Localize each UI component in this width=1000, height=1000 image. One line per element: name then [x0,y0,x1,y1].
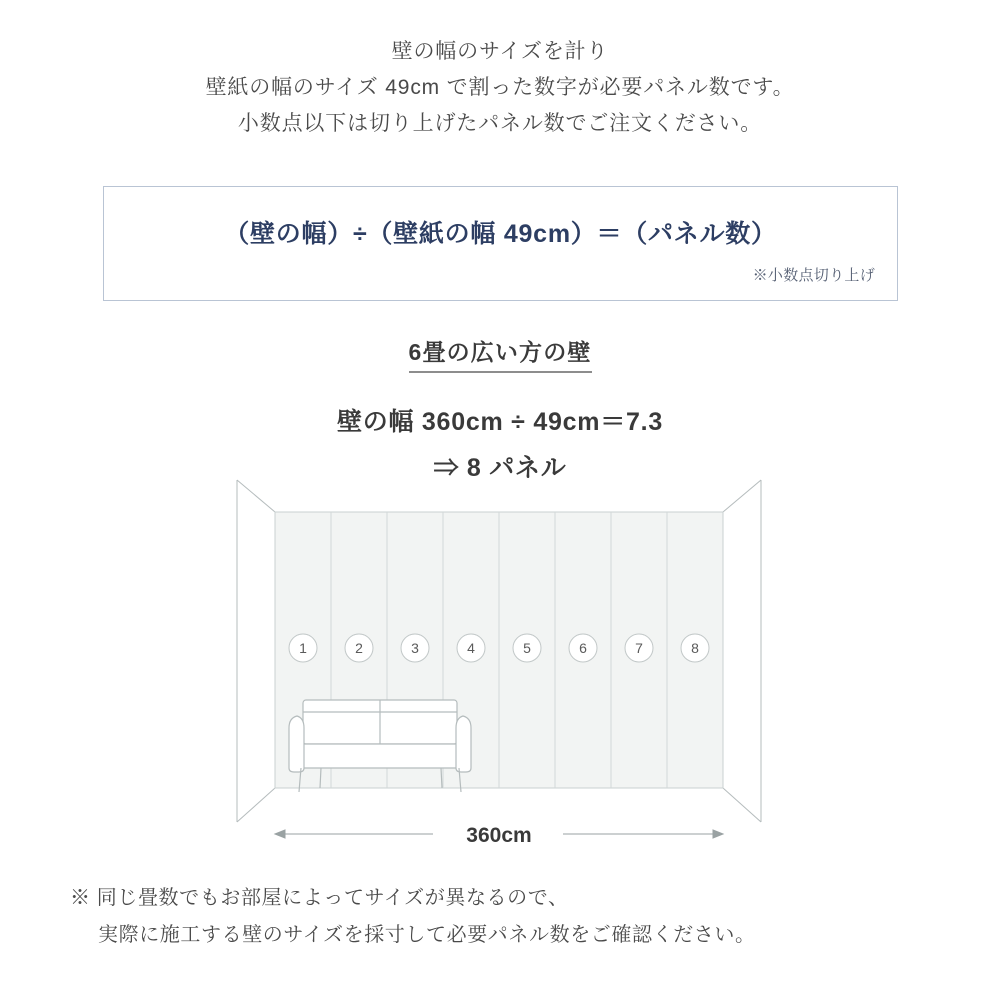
intro-line-3: 小数点以下は切り上げたパネル数でご注文ください。 [237,112,763,136]
formula-note: ※小数点切り上げ [752,267,875,284]
example-title [0,334,1000,367]
panel-label-5: 5 [523,640,531,656]
example-calculation: 壁の幅 360cm ÷ 49cm＝7.3 [336,408,664,436]
example-title-text: 6畳の広い方の壁 [409,339,592,373]
intro-line-1: 壁の幅のサイズを計り [391,40,609,63]
intro-text-block [0,0,1000,142]
panel-label-7: 7 [635,640,643,656]
panel-label-3: 3 [411,640,419,656]
room-wall-diagram [215,470,785,870]
footer-line-1: ※ 同じ畳数でもお部屋によってサイズが異なるので、 [70,887,569,909]
panel-label-8: 8 [691,640,699,656]
panel-label-1: 1 [299,640,307,656]
example-result: ⇒ 8 パネル [433,454,567,482]
panel-label-4: 4 [467,640,475,656]
formula-expression: （壁の幅）÷（壁紙の幅 49cm）＝（パネル数） [224,220,777,248]
intro-line-2: 壁紙の幅のサイズ 49cm で割った数字が必要パネル数です。 [205,76,795,100]
panel-label-2: 2 [355,640,363,656]
dimension-label: 360cm [466,824,532,847]
footer-note [70,880,950,954]
footer-line-2: 実際に施工する壁のサイズを採寸して必要パネル数をご確認ください。 [98,924,756,946]
formula-box [103,186,898,301]
panel-label-6: 6 [579,640,587,656]
